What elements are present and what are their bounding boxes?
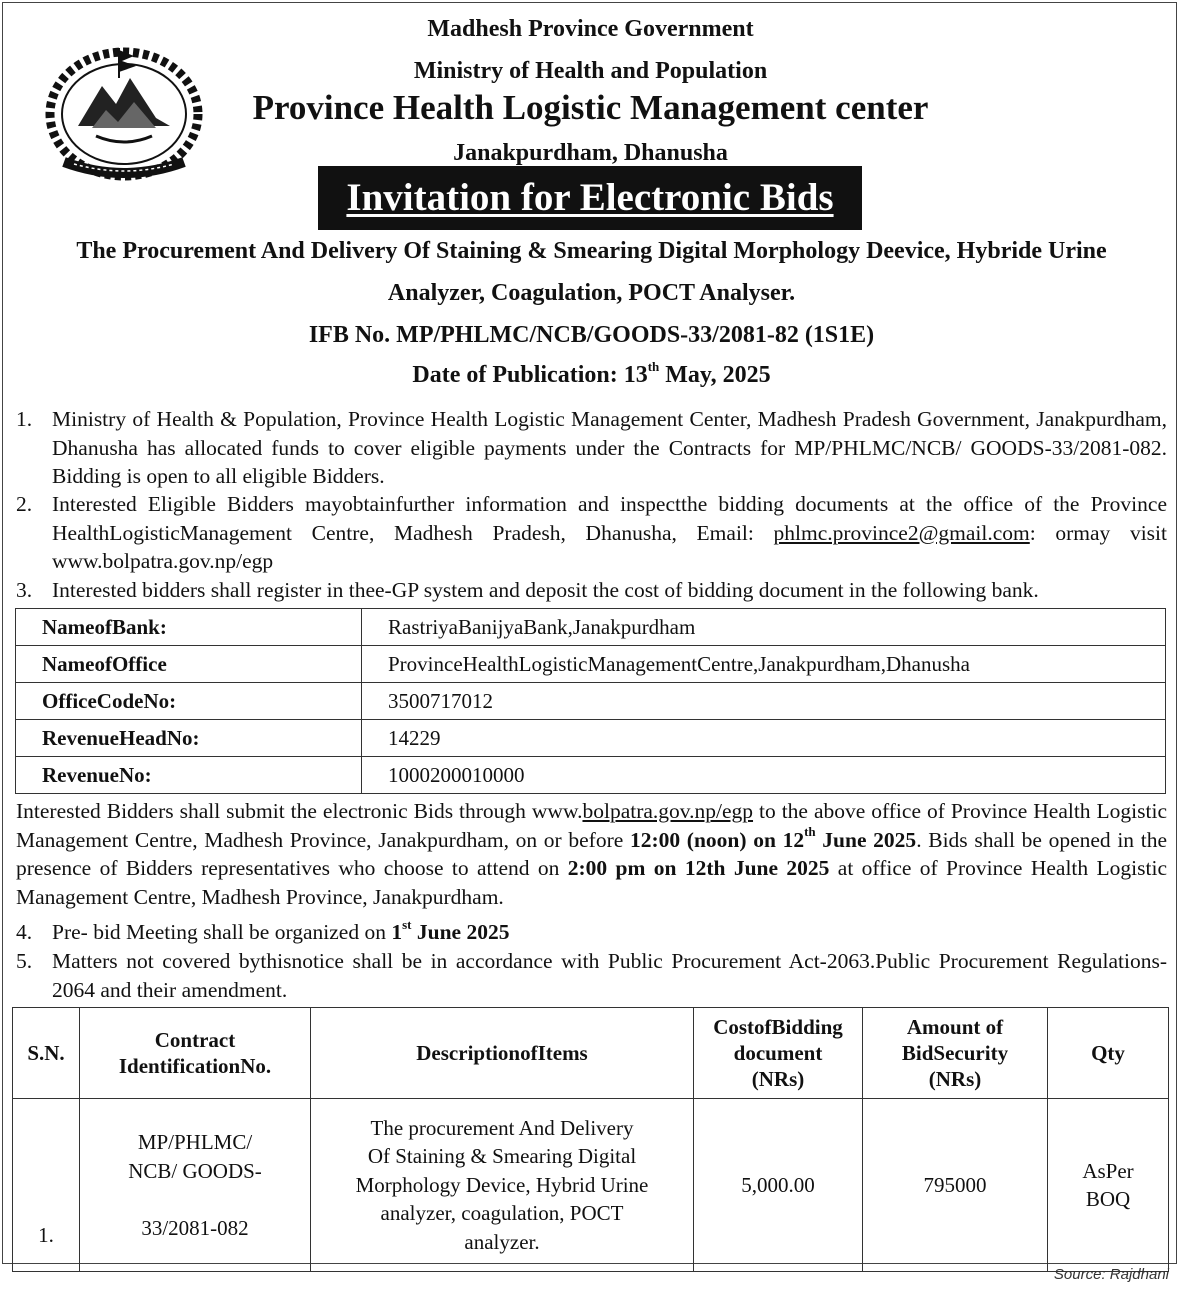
cell-text: MP/PHLMC/ [137, 1130, 253, 1154]
bank-key: OfficeCodeNo: [16, 683, 362, 720]
subject-line-1: The Procurement And Delivery Of Staining & Smearing Digital Morphology Deevice, Hybride Urine [76, 238, 1107, 264]
bank-key: NameofOffice [16, 646, 362, 683]
table-row [16, 646, 1166, 683]
cell-text: analyzer, coagulation, POCT [380, 1201, 624, 1226]
col-header-cost [694, 1008, 863, 1099]
publication-date-text: Date of Publication: 13 [412, 362, 648, 388]
cell-text: BOQ [1085, 1187, 1131, 1211]
cell-text: Morphology Device, Hybrid Urine [355, 1172, 649, 1197]
table-row [16, 683, 1166, 720]
cell-contract-id [80, 1099, 311, 1272]
item-text-part: : ormay visit www.bolpatra.gov.np/egp [52, 520, 1167, 573]
submission-text: Interested Bidders shall submit the electronic Bids through www. [16, 799, 583, 823]
header-text: CostofBidding [713, 1015, 843, 1039]
prebid-month: June 2025 [411, 920, 510, 944]
bank-key: RevenueNo: [16, 757, 362, 794]
header-text: BidSecurity [901, 1041, 1009, 1065]
item-text: Ministry of Health & Population, Province Health Logistic Management Center, Madhesh Pradesh Government, Janakpurdham, Dhanusha has allocated funds to cover eligible payments under the Contracts for MP/PHLMC/NCB/ GOODS-33/2081-082. Bidding is open to all eligible Bidders. [52, 407, 1167, 488]
header-text: (NRs) [928, 1067, 982, 1091]
prebid-date: 1 [391, 920, 403, 944]
submission-paragraph [16, 797, 1167, 911]
prebid-date-sup: st [402, 916, 412, 932]
opening-time: 2:00 pm on 12th June 2025 [567, 856, 830, 880]
publication-date-sup: th [647, 359, 660, 374]
header-text: Amount of [906, 1015, 1004, 1039]
cell-text: The procurement And Delivery [370, 1115, 634, 1140]
cell-cost: 5,000.00 [694, 1099, 863, 1272]
item-number: 4. [16, 920, 33, 944]
list-item [16, 490, 1167, 576]
publication-date [14, 359, 1169, 389]
bank-key: NameofBank: [16, 609, 362, 646]
email-link[interactable]: phlmc.province2@gmail.com [773, 520, 1030, 545]
col-header-sn: S.N. [13, 1008, 80, 1099]
submission-text: . Bids shall be opened in the presence of Bidders representatives who choose to attend on [16, 827, 1167, 880]
submission-text: to the above office of Province Health Logistic Management Centre, Madhesh Province, Janakpurdham, on or before [16, 799, 1167, 852]
item-text-part: Pre- bid Meeting shall be organized on [52, 920, 392, 944]
source-credit: Source: Rajdhani [1053, 1266, 1169, 1283]
list-item [16, 947, 1167, 1004]
ifb-number: IFB No. MP/PHLMC/NCB/GOODS-33/2081-82 (1S1E) [308, 322, 875, 348]
col-header-qty: Qty [1048, 1008, 1169, 1099]
header-text: (NRs) [751, 1067, 805, 1091]
list-item [16, 576, 1167, 605]
bank-value: 3500717012 [362, 683, 1166, 720]
bank-table [15, 608, 1166, 794]
item-number: 2. [16, 492, 33, 516]
center-name: Province Health Logistic Management center [252, 88, 929, 127]
cell-description [311, 1099, 694, 1272]
cell-text: AsPer [1082, 1158, 1134, 1183]
publication-date-month: May, 2025 [659, 362, 771, 388]
bank-value: 14229 [362, 720, 1166, 757]
cell-text: analyzer. [464, 1229, 540, 1254]
list-item [16, 405, 1167, 491]
table-row [13, 1099, 1169, 1272]
bank-value: ProvinceHealthLogisticManagementCentre,Janakpurdham,Dhanusha [362, 646, 1166, 683]
col-header-description: DescriptionofItems [311, 1008, 694, 1099]
item-text [52, 918, 1167, 947]
header-text: IdentificationNo. [118, 1054, 272, 1078]
bank-key: RevenueHeadNo: [16, 720, 362, 757]
government-name: Madhesh Province Government [427, 16, 754, 42]
item-text [52, 490, 1167, 576]
cell-qty [1048, 1099, 1169, 1272]
cell-sn: 1. [13, 1099, 80, 1272]
bolpatra-link[interactable]: bolpatra.gov.np/egp [582, 799, 754, 823]
cell-bid-security: 795000 [863, 1099, 1048, 1272]
notice-banner [318, 166, 862, 230]
deadline-sup: th [804, 824, 816, 840]
banner-title: Invitation for Electronic Bids [346, 176, 834, 219]
deadline-month: June 2025 [815, 827, 917, 852]
item-text: Interested bidders shall register in thee-GP system and deposit the cost of bidding document in the following bank. [52, 578, 1039, 602]
item-number: 1. [16, 407, 33, 431]
cell-text: 33/2081-082 [141, 1215, 249, 1240]
col-header-bid-security [863, 1008, 1048, 1099]
col-header-contract-id [80, 1008, 311, 1099]
item-number: 5. [16, 949, 33, 973]
table-row [16, 757, 1166, 794]
item-number: 3. [16, 578, 33, 602]
ministry-name: Ministry of Health and Population [413, 58, 768, 84]
header-text: Contract [154, 1028, 236, 1052]
item-text: Matters not covered bythisnotice shall be in accordance with Public Procurement Act-2063.Public Procurement Regulations-2064 and their amendment. [52, 949, 1167, 1002]
table-header-row [13, 1008, 1169, 1099]
header-text: document [733, 1041, 823, 1065]
bank-value: 1000200010000 [362, 757, 1166, 794]
submission-text: at office of Province Health Logistic Management Centre, Madhesh Province, Janakpurdham. [16, 856, 1167, 909]
contract-table [12, 1007, 1169, 1272]
deadline-text: 12:00 (noon) on 12 [629, 827, 805, 852]
subject-line-2: Analyzer, Coagulation, POCT Analyser. [387, 280, 796, 306]
table-row [16, 609, 1166, 646]
item-text-part: Interested Eligible Bidders mayobtainfurther information and inspectthe bidding documents at the office of the Province HealthLogisticManagement Centre, Madhesh Pradesh, Dhanusha, Email: [52, 492, 1167, 545]
cell-text: Of Staining & Smearing Digital [367, 1144, 637, 1169]
center-location: Janakpurdham, Dhanusha [453, 140, 728, 166]
cell-text: NCB/ GOODS- [128, 1158, 262, 1183]
bank-value: RastriyaBanijyaBank,Janakpurdham [362, 609, 1166, 646]
table-row [16, 720, 1166, 757]
list-item [16, 918, 1167, 947]
